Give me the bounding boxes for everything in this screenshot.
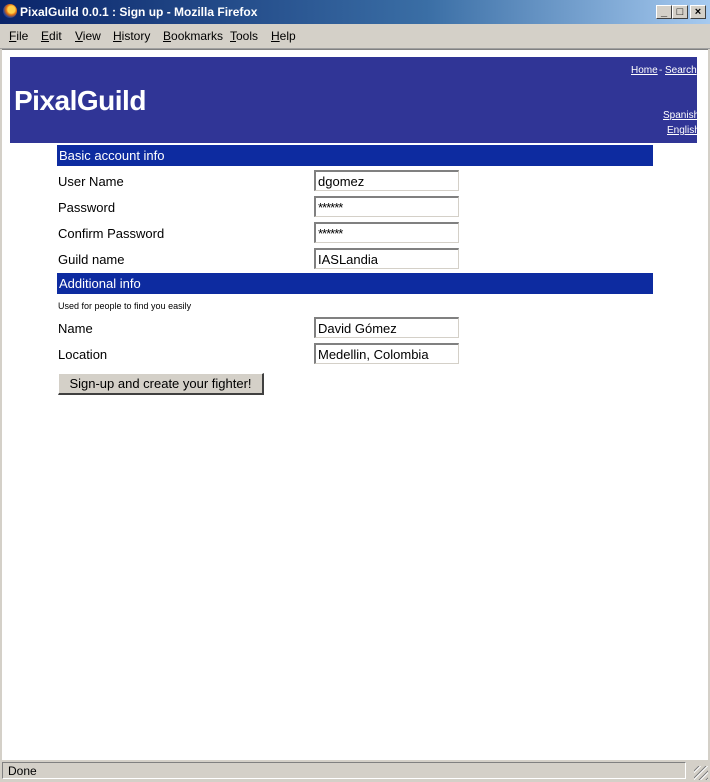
signup-button[interactable]: Sign-up and create your fighter! [58,373,264,395]
menu-view[interactable] [75,29,101,43]
location-label: Location [58,347,108,362]
username-label: User Name [58,174,124,189]
confirm-password-input[interactable] [314,222,459,243]
password-label: Password [58,200,116,215]
menu-edit[interactable] [41,29,62,43]
additional-info-hint: Used for people to find you easily [58,301,192,311]
menu-file-accel: F [9,29,17,43]
menu-edit-label: dit [49,29,62,43]
menu-help-label: elp [279,29,296,43]
close-button[interactable]: × [690,5,706,19]
title-bar [0,0,710,24]
additional-info-header: Additional info [57,273,653,294]
menu-bookmarks[interactable] [163,29,223,43]
menu-bookmarks-label: ookmarks [171,29,224,43]
maximize-button[interactable]: □ [672,5,688,19]
spanish-link[interactable]: Spanish [663,110,700,121]
menu-view-accel: V [75,29,83,43]
search-link[interactable]: Search [665,65,697,76]
menu-bar [0,24,710,49]
minimize-button[interactable]: _ [656,5,672,19]
menu-tools[interactable] [230,29,258,43]
password-input[interactable] [314,196,459,217]
basic-info-header: Basic account info [57,145,653,166]
home-link[interactable]: Home [631,65,658,76]
page-viewport [2,49,708,761]
status-text: Done [2,762,686,779]
site-logo: PixalGuild [14,85,146,116]
english-link[interactable]: English [667,125,700,136]
menu-history[interactable] [113,29,150,43]
menu-tools-label: ools [236,29,259,43]
name-label: Name [58,321,93,336]
menu-help[interactable] [271,29,296,43]
header-banner [10,57,700,143]
name-input[interactable] [314,317,459,338]
menu-file-label: ile [16,29,29,43]
firefox-icon [3,4,17,18]
menu-file[interactable] [9,29,28,43]
menu-history-label: istory [121,29,151,43]
menu-bookmarks-accel: B [163,29,172,43]
menu-view-label: iew [82,29,101,43]
location-input[interactable] [314,343,459,364]
link-separator: - [659,65,663,76]
guild-name-label: Guild name [58,252,125,267]
menu-help-accel: H [271,29,280,43]
username-input[interactable] [314,170,459,191]
guild-name-input[interactable] [314,248,459,269]
menu-edit-accel: E [41,29,50,43]
menu-tools-accel: T [230,29,236,43]
window-title: PixalGuild 0.0.1 : Sign up - Mozilla Firefox [20,5,258,19]
confirm-password-label: Confirm Password [58,226,165,241]
menu-history-accel: H [113,29,122,43]
status-bar [0,760,710,782]
resize-grip-icon[interactable] [694,766,708,780]
